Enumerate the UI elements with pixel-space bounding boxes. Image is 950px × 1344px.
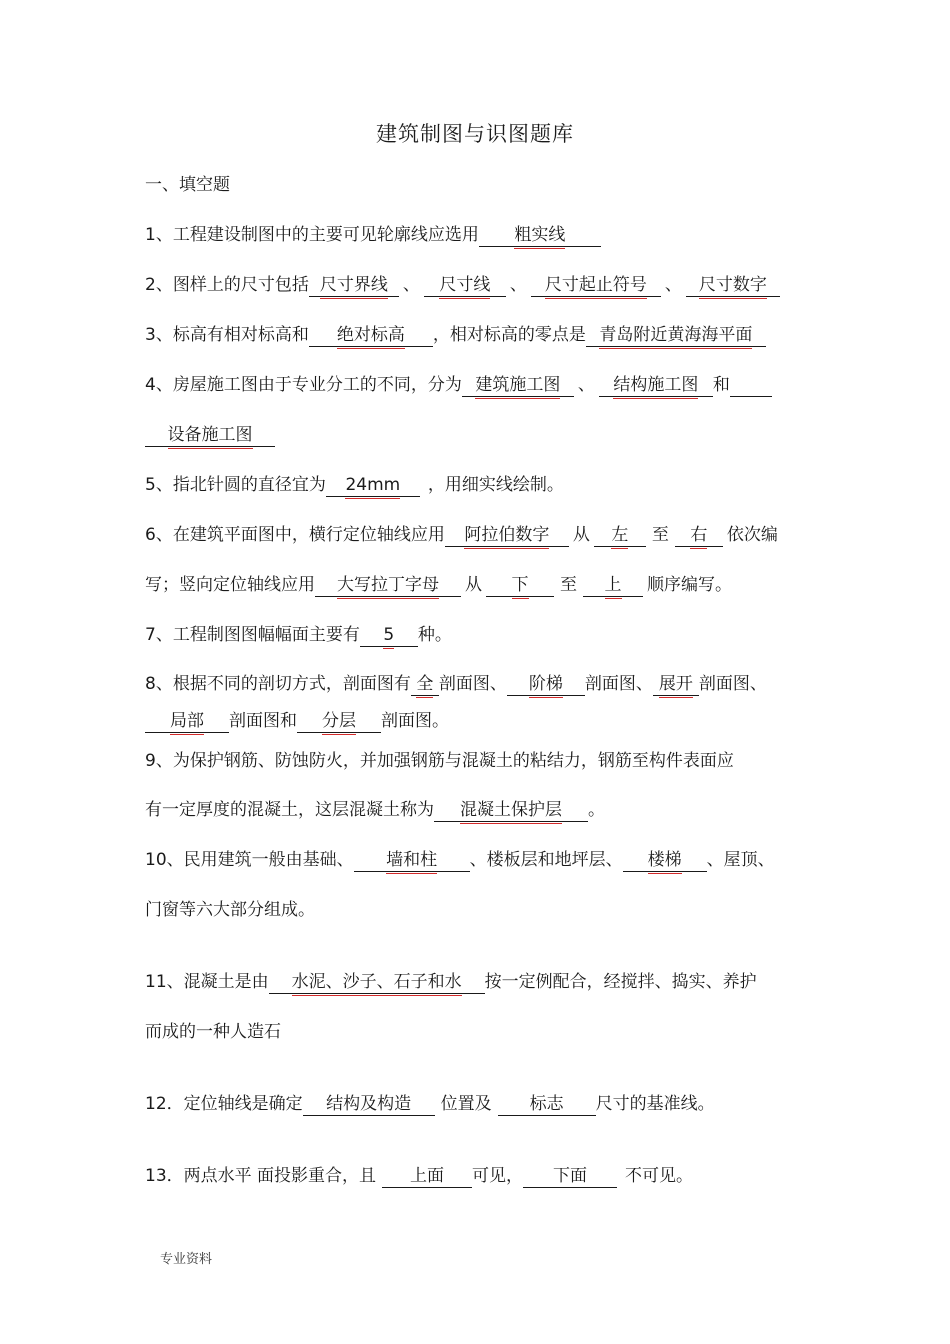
- answer-blank: [486, 574, 554, 597]
- answer-text: 楼梯: [647, 850, 682, 870]
- answer-blank: [531, 274, 661, 297]
- answer-blank: [269, 971, 485, 994]
- answer-blank: [445, 524, 569, 547]
- question-text: 11、混凝土是由: [145, 972, 269, 992]
- question-text: 剖面图、: [698, 674, 767, 694]
- question-text: 写；竖向定位轴线应用: [145, 575, 315, 595]
- answer-blank: [583, 574, 643, 597]
- question-9: [145, 749, 815, 773]
- answer-text: 右: [690, 525, 708, 545]
- question-text: 、: [577, 375, 595, 395]
- answer-text: 5: [383, 625, 395, 645]
- answer-blank: [309, 324, 433, 347]
- answer-text: 大写拉丁字母: [337, 575, 439, 595]
- question-text: 门窗等六大部分组成。: [145, 900, 315, 920]
- answer-text: 墙和柱: [386, 850, 438, 870]
- answer-blank: [586, 324, 766, 347]
- question-text: ，相对标高的零点是: [432, 325, 586, 345]
- page-title: 建筑制图与识图题库: [376, 122, 574, 146]
- answer-blank: [523, 1165, 617, 1188]
- question-text: 从: [572, 525, 590, 545]
- question-text: 5、指北针圆的直径宜为: [145, 475, 326, 495]
- question-12: [145, 1092, 815, 1116]
- question-text: 8、根据不同的剖切方式，剖面图有: [145, 674, 411, 694]
- answer-text: 下面: [553, 1166, 588, 1186]
- answer-blank: [594, 524, 646, 547]
- question-text: 7、工程制图图幅幅面主要有: [145, 625, 360, 645]
- answer-text: 设备施工图: [167, 425, 253, 445]
- answer-text: 尺寸起止符号: [544, 275, 647, 295]
- answer-blank: [360, 624, 418, 647]
- question-text: 按一定例配合，经搅拌、捣实、养护: [484, 972, 757, 992]
- answer-text: 青岛附近黄海海平面: [599, 325, 753, 345]
- answer-blank: [653, 673, 699, 696]
- question-text: 、楼板层和地坪层、: [469, 850, 623, 870]
- answer-blank: [599, 374, 713, 397]
- question-8-cont: [145, 709, 815, 733]
- answer-blank: [424, 274, 506, 297]
- question-text: 10、民用建筑一般由基础、: [145, 850, 354, 870]
- question-text: 剖面图、: [438, 674, 507, 694]
- answer-text: 结构及构造: [326, 1094, 412, 1114]
- answer-text: 建筑施工图: [475, 375, 561, 395]
- question-text: 、: [664, 275, 682, 295]
- answer-text: 全: [416, 674, 434, 694]
- question-text: 依次编: [726, 525, 778, 545]
- question-text: 13．两点水平 面投影重合，且: [145, 1166, 377, 1186]
- question-text: 剖面图和: [229, 711, 297, 731]
- answer-blank: [675, 524, 723, 547]
- question-text: 剖面图。: [381, 711, 449, 731]
- question-text: 、屋顶、: [706, 850, 775, 870]
- question-text: 1、工程建设制图中的主要可见轮廓线应选用: [145, 225, 479, 245]
- question-text: 和: [712, 375, 730, 395]
- question-8: [145, 672, 815, 696]
- question-13: [145, 1164, 815, 1188]
- question-text: 6、在建筑平面图中，横行定位轴线应用: [145, 525, 445, 545]
- question-text: 不可见。: [625, 1166, 694, 1186]
- question-text: 种。: [417, 625, 452, 645]
- answer-blank: [326, 474, 420, 497]
- answer-blank: [507, 673, 585, 696]
- answer-blank: [479, 224, 601, 247]
- question-text: 4、房屋施工图由于专业分工的不同，分为: [145, 375, 462, 395]
- answer-blank: [498, 1093, 596, 1116]
- question-text: 9、为保护钢筋、防蚀防火，并加强钢筋与混凝土的粘结力，钢筋至构件表面应: [145, 751, 734, 771]
- answer-text: 绝对标高: [336, 325, 405, 345]
- answer-text: 分层: [322, 711, 356, 731]
- answer-text: 尺寸线: [439, 275, 491, 295]
- question-1: [145, 223, 815, 247]
- answer-text: 24mm: [345, 475, 401, 495]
- question-11-cont: [145, 1020, 815, 1044]
- answer-blank: [354, 849, 470, 872]
- answer-blank: [462, 374, 574, 397]
- answer-text: 阿拉伯数字: [464, 525, 550, 545]
- answer-text: 展开: [658, 674, 693, 694]
- question-5: [145, 473, 815, 497]
- question-10-cont: [145, 898, 815, 922]
- answer-text: 阶梯: [528, 674, 563, 694]
- answer-blank: [145, 424, 275, 447]
- question-10: [145, 848, 815, 872]
- question-text: 有一定厚度的混凝土，这层混凝土称为: [145, 800, 434, 820]
- question-text: 至: [560, 575, 577, 595]
- question-6-cont: [145, 573, 815, 597]
- question-text: 从: [465, 575, 482, 595]
- answer-blank: [315, 574, 461, 597]
- answer-blank: [382, 1165, 472, 1188]
- question-text: 剖面图、: [584, 674, 653, 694]
- page-footer: 专业资料: [160, 1252, 213, 1267]
- answer-blank: [303, 1093, 435, 1116]
- question-9-cont: [145, 798, 815, 822]
- question-text: 尺寸的基准线。: [595, 1094, 715, 1114]
- question-text: 位置及: [440, 1094, 492, 1114]
- answer-blank: [434, 799, 588, 822]
- answer-text: 下: [511, 575, 529, 595]
- question-text: 可见，: [472, 1166, 524, 1186]
- answer-text: 混凝土保护层: [460, 800, 562, 820]
- question-4-cont: [145, 423, 815, 447]
- answer-text: 上: [604, 575, 622, 595]
- question-7: [145, 623, 815, 647]
- answer-blank: [145, 710, 229, 733]
- question-text: 而成的一种人造石: [145, 1022, 281, 1042]
- question-6: [145, 523, 815, 547]
- question-2: [145, 273, 815, 297]
- answer-text: 尺寸数字: [698, 275, 767, 295]
- answer-blank: [309, 274, 399, 297]
- answer-blank: [686, 274, 780, 297]
- answer-blank: [411, 673, 439, 696]
- question-11: [145, 970, 815, 994]
- question-text: 、: [402, 275, 420, 295]
- answer-text: 结构施工图: [613, 375, 699, 395]
- section-heading: 一、填空题: [145, 175, 230, 195]
- question-text: 2、图样上的尺寸包括: [145, 275, 309, 295]
- question-text: 12．定位轴线是确定: [145, 1094, 303, 1114]
- answer-text: 尺寸界线: [319, 275, 388, 295]
- answer-text: 水泥、沙子、石子和水: [291, 972, 462, 992]
- answer-blank-cont: [730, 374, 772, 397]
- question-text: 至: [651, 525, 669, 545]
- answer-text: 上面: [410, 1166, 445, 1186]
- question-text: ，用细实线绘制。: [427, 475, 564, 495]
- question-text: 3、标高有相对标高和: [145, 325, 309, 345]
- answer-text: 左: [611, 525, 629, 545]
- answer-blank: [623, 849, 707, 872]
- answer-text: 局部: [170, 711, 204, 731]
- answer-blank: [297, 710, 381, 733]
- question-text: 、: [509, 275, 527, 295]
- question-4: [145, 373, 815, 397]
- question-text: 。: [588, 800, 605, 820]
- question-text: 顺序编写。: [647, 575, 732, 595]
- answer-text: 标志: [529, 1094, 564, 1114]
- answer-text: 粗实线: [514, 225, 566, 245]
- question-3: [145, 323, 815, 347]
